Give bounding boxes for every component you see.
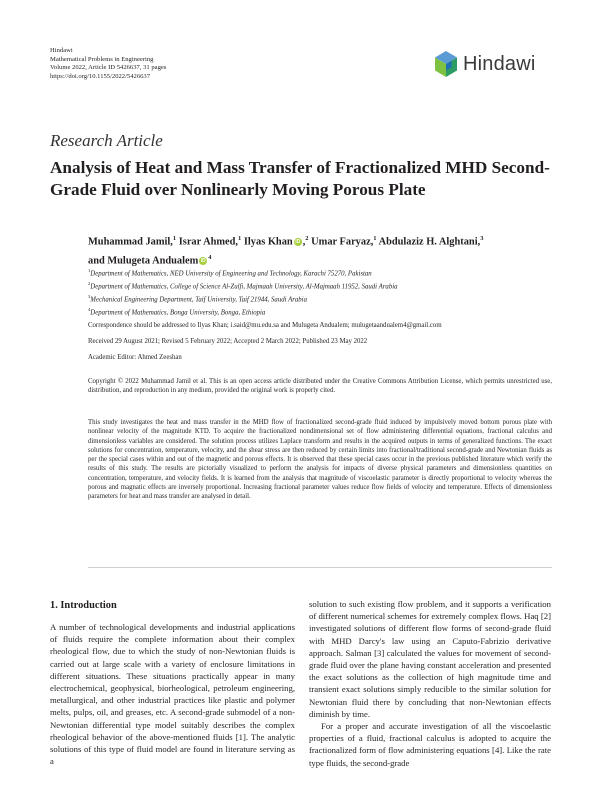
correspondence-line: Correspondence should be addressed to Ilyas Khan; i.said@mu.edu.sa and Mulugeta Andualem; mulugetaandualem4@gmail.com	[88, 322, 442, 329]
author-name: Israr Ahmed,	[178, 236, 239, 248]
affiliation: $^3$Mechanical Engineering Department, Taif University, Taif 21944, Saudi Arabia	[88, 293, 307, 303]
article-type: Research Article	[50, 131, 163, 150]
affiliation: $^1$Department of Mathematics, NED University of Engineering and Technology, Karachi 75270, Pakistan	[88, 268, 372, 278]
hindawi-logo-text: Hindawi	[463, 53, 536, 75]
volume-line: Volume 2022, Article ID 5426637, 31 pages	[50, 64, 167, 71]
abstract: This study investigates the heat and mass transfer in the MHD flow of fractionalized second-grade fluid induced by impulsively moved bottom porous plate with nonlinear velocity of the magnitude KTD. To acquire the fractionalized nondimensional set of flow administering differential equations, fractional calculus and dimensionless variables are considered. The solution process utilizes Laplace transform and results in the acquired outputs in terms of generalized functions. The exact solutions for concentration, temperature, velocity, and the shear stress are then reduced by certain limits into fractional/traditional second-grade and Newtonian fluids as per the special cases within and out of the magnetic and porous effects. It is observed that these special cases occur in the previous published literature which verify the results of this study. The results are pictorially visualized to perform the analysis for impacts of diverse physical parameters and dimensionless quantities on concentration, temperature, and velocity fields. It is learned from the analysis that magnitude of viscoelastic parameter is directly proportional to velocity whereas the porous and magnatic effects are inversely proportional. Increasing fractional parameter values reduce flow fields of velocity and temperature. Effects of dimensionless parameters for heat and mass transfer are analysed in detail.	[88, 419, 552, 501]
body-paragraph: solution to such existing flow problem, and it supports a verification of different numerical schemes for extremely complex flows. Haq [2] investigated solutions of different flow forms of second-grade fluid with MHD Darcy's law using an Caputo-Fabrizio derivative approach. Salman [3] calculated the values for movement of second-grade fluid over the plane having constant acceleration and presented the exact solutions as the collection of high magnitude time and transient exact solutions simply reducible to the similar solution for Newtonian fluid there by concluding that non-Newtonian effects diminish by time.	[309, 599, 551, 719]
doi-link[interactable]: https://doi.org/10.1155/2022/5426637	[50, 72, 151, 80]
publisher-name: Hindawi	[50, 47, 73, 54]
affiliation-list	[88, 266, 558, 317]
copyright-notice: Copyright © 2022 Muhammad Jamil et al. This is an open access article distributed under the Creative Commons Attribution License, which permits unrestricted use, distribution, and reproduction in any medium, provided the original work is properly cited.	[88, 378, 552, 395]
author-list: Muhammad Jamil,$^1$ Israr Ahmed,$^1$ Ilyas Khan iD ,$^2$ Umar Faryaz,$^1$ Abdulaziz H. Alghtani,$^3$ and Mulugeta Andualem $iD^4$	[88, 235, 484, 267]
journal-name: Mathematical Problems in Engineering	[50, 55, 154, 63]
hindawi-logo	[433, 50, 558, 82]
author-affil-sup: 2	[305, 235, 309, 242]
hindawi-logo-icon	[433, 50, 459, 78]
author-affil-sup: 1	[172, 235, 177, 242]
author-name: Abdulaziz H. Alghtani,	[378, 236, 481, 248]
orcid-icon[interactable]: iD	[200, 258, 206, 265]
affiliation: $^2$Department of Mathematics, College of Science Al-Zulfi, Majmaah University, Al-Majmaah 11952, Saudi Arabia	[88, 280, 398, 291]
author-name: Muhammad Jamil,	[88, 236, 173, 248]
paper-title: Analysis of Heat and Mass Transfer of Fractionalized MHD Second-Grade Fluid over Nonlinearly Moving Porous Plate	[50, 158, 550, 199]
journal-info	[50, 47, 166, 81]
abstract-divider	[88, 567, 552, 568]
orcid-icon[interactable]: iD	[295, 239, 301, 246]
author-affil-sup: 4	[208, 253, 212, 261]
dates-line: Received 29 August 2021; Revised 5 February 2022; Accepted 2 March 2022; Published 23 May 2022	[88, 338, 368, 345]
author-affil-sup: 1	[238, 235, 242, 242]
author-affil-sup: 3	[480, 235, 484, 242]
author-name: and Mulugeta Andualem	[88, 255, 199, 267]
body-paragraph: A number of technological developments and industrial applications of fluids require the complete information about their complex rheological flow, due to which the study of non-Newtonian fluids is carried out at large scale with a variety of enclosure limitations in different situations. These situations practically appear in many electrochemical, geophysical, biorheological, petroleum engineering, metallurgical, and other industrial practices like plastic and polymer melts, pulps, oil, and greases, etc. A second-grade submodel of a non-Newtonian differential type model suitably describes the complex rheological behavior of the above-mentioned fluids [1]. The analytic solutions of this type of fluid model are found in literature serving as a	[50, 622, 295, 767]
academic-editor: Academic Editor: Ahmed Zeeshan	[88, 354, 182, 361]
author-affil-sup: 1	[373, 235, 377, 242]
body-paragraph: For a proper and accurate investigation of all the viscoelastic properties of a fluid, fractional calculus is adopted to acquire the fractionalized form of flow administering equations [4]. Like the rate type fluids, the second-grade	[309, 721, 551, 768]
body-column-right	[309, 598, 551, 769]
author-name: Umar Faryaz,	[311, 236, 374, 248]
body-column-left	[50, 621, 295, 767]
affiliation: $^4$Department of Mathematics, Bonga University, Bonga, Ethiopia	[88, 306, 266, 316]
author-name: Ilyas Khan	[243, 236, 293, 248]
section-heading: 1. Introduction	[50, 600, 117, 611]
